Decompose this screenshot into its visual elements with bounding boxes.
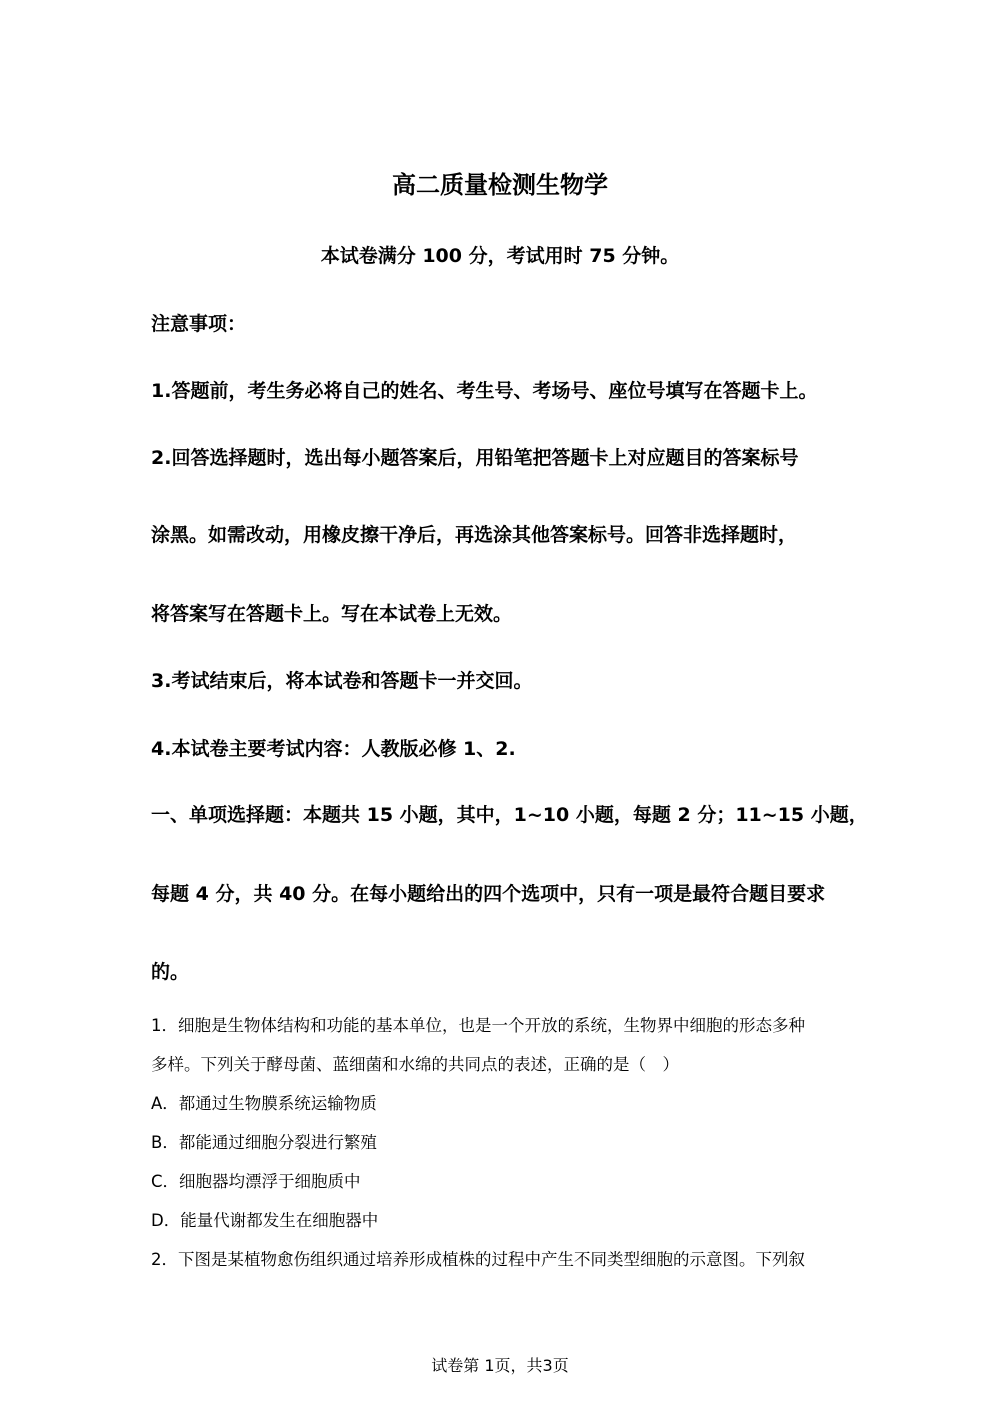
question-1-option-a: A．都通过生物膜系统运输物质 [151, 1094, 377, 1113]
section-heading-line-1: 一、单项选择题：本题共 15 小题，其中，1~10 小题，每题 2 分；11~15 小题， [151, 804, 868, 826]
question-1-stem-line-1: 1．细胞是生物体结构和功能的基本单位，也是一个开放的系统，生物界中细胞的形态多种 [151, 1016, 805, 1035]
section-heading-line-2: 每题 4 分，共 40 分。在每小题给出的四个选项中，只有一项是最符合题目要求 [151, 883, 826, 905]
question-2-stem-line-1: 2．下图是某植物愈伤组织通过培养形成植株的过程中产生不同类型细胞的示意图。下列叙 [151, 1250, 805, 1269]
notice-item-2-line-3: 将答案写在答题卡上。写在本试卷上无效。 [151, 603, 513, 625]
notice-item-3: 3.考试结束后，将本试卷和答题卡一并交回。 [151, 670, 533, 692]
question-1-option-d: D．能量代谢都发生在细胞器中 [151, 1211, 379, 1230]
question-1-stem-line-2: 多样。下列关于酵母菌、蓝细菌和水绵的共同点的表述，正确的是（ ） [151, 1055, 679, 1074]
notice-item-2-line-2: 涂黑。如需改动，用橡皮擦干净后，再选涂其他答案标号。回答非选择题时， [151, 524, 798, 546]
notice-item-2-line-1: 2.回答选择题时，选出每小题答案后，用铅笔把答题卡上对应题目的答案标号 [151, 447, 799, 469]
page-title: 高二质量检测生物学 [392, 171, 608, 199]
notice-item-4: 4.本试卷主要考试内容：人教版必修 1、2. [151, 738, 516, 760]
section-heading-line-3: 的。 [151, 961, 190, 983]
question-1-option-c: C．细胞器均漂浮于细胞质中 [151, 1172, 361, 1191]
notice-heading: 注意事项： [151, 313, 247, 335]
page-subtitle: 本试卷满分 100 分，考试用时 75 分钟。 [320, 245, 680, 267]
page-footer: 试卷第 1页，共3页 [431, 1356, 569, 1375]
notice-item-1: 1.答题前，考生务必将自己的姓名、考生号、考场号、座位号填写在答题卡上。 [151, 380, 818, 402]
question-1-option-b: B．都能通过细胞分裂进行繁殖 [151, 1133, 377, 1152]
